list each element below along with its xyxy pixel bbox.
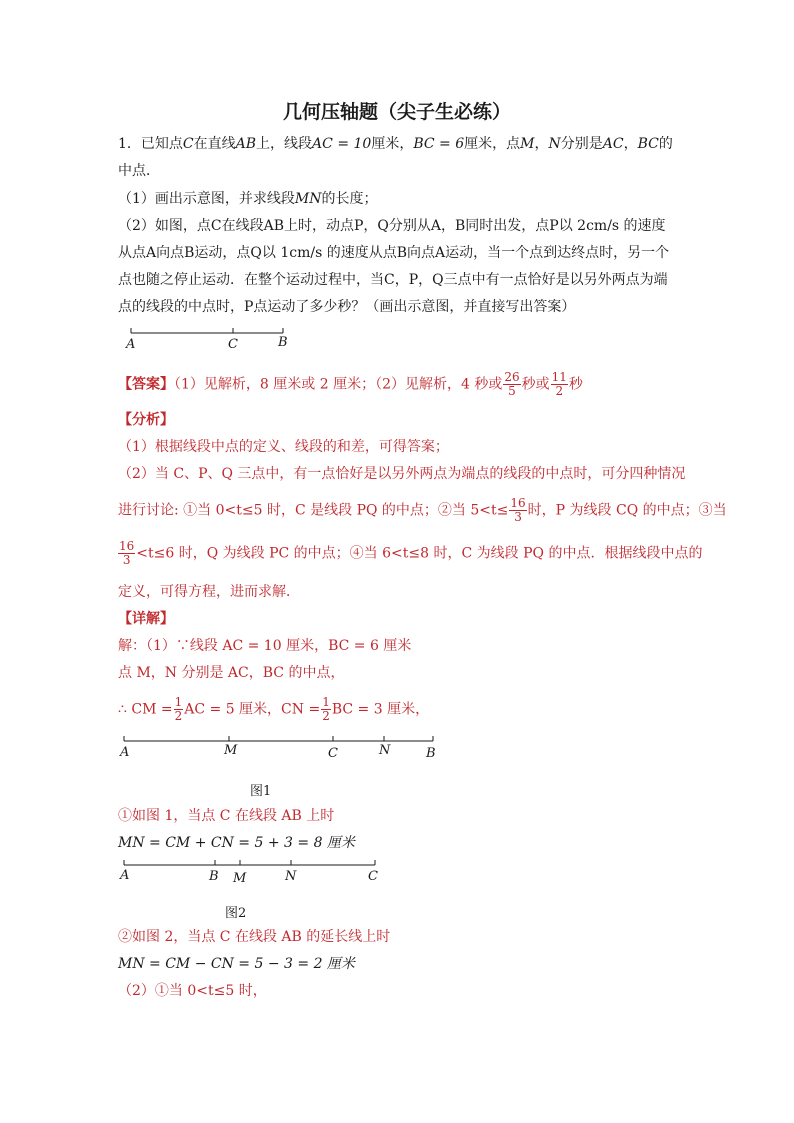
problem-line-3: （1）画出示意图，并求线段MN的长度；: [118, 191, 378, 207]
fig2-label-a: A: [120, 868, 130, 883]
fig1-label-b: B: [426, 746, 436, 761]
fig2-label-m: M: [233, 871, 247, 886]
fig2-label-c: C: [368, 869, 378, 884]
detail-case-2: ②如图 2，当点 C 在线段 AB 的延长线上时: [118, 929, 391, 945]
analysis-line-2: （2）当 C、P、Q 三点中，有一点恰好是以另外两点为端点的线段的中点时，可分四种情况: [118, 466, 686, 482]
figure-2: [124, 860, 375, 865]
fig1-label-c: C: [328, 746, 338, 761]
problem-line-1: 1．已知点C在直线AB上，线段AC = 10厘米，BC = 6厘米，点M，N分别是AC，BC的: [118, 136, 673, 152]
detail-line-3: ∴ CM = $\frac{1}{2}$ AC = 5 厘米，CN = $\frac{1}{2}$ BC = 3 厘米，: [118, 695, 430, 723]
figure-1: [124, 736, 433, 741]
detail-label: 【详解】: [118, 611, 174, 627]
fig1-label-m: M: [224, 743, 238, 758]
fig2-label-b: B: [209, 869, 219, 884]
fig2-label-n: N: [285, 869, 297, 884]
analysis-line-4: $\frac{16}{3}$ <t≤6 时，Q 为线段 PC 的中点；④当 6<t≤8 时，C 为线段 PQ 的中点．根据线段中点的: [119, 539, 703, 567]
detail-line-1: 解：（1）∵线段 AC = 10 厘米，BC = 6 厘米: [118, 638, 412, 654]
fig1-label-n: N: [379, 743, 391, 758]
detail-case-2-eq: MN = CM − CN = 5 − 3 = 2 厘米: [118, 956, 355, 972]
fig0-label-c: C: [228, 337, 238, 352]
problem-line-4: （2）如图，点C在线段AB上时，动点P，Q分别从A，B同时出发，点P以 2cm/s 的速度: [118, 218, 666, 234]
problem-line-5: 从点A向点B运动，点Q以 1cm/s 的速度从点B向点A运动，当一个点到达终点时，另一个: [118, 245, 670, 261]
fig0-label-b: B: [278, 335, 288, 350]
detail-case-1-eq: MN = CM + CN = 5 + 3 = 8 厘米: [118, 835, 355, 851]
analysis-label: 【分析】: [118, 412, 174, 428]
fig2-caption: 图2: [225, 906, 247, 921]
page-title: 几何压轴题（尖子生必练）: [282, 101, 511, 123]
analysis-line-1: （1）根据线段中点的定义、线段的和差，可得答案；: [118, 439, 449, 455]
fig1-caption: 图1: [250, 784, 272, 799]
analysis-line-3: 进行讨论: ①当 0<t≤5 时，C 是线段 PQ 的中点；②当 5<t≤ $\frac{16}{3}$ 时，P 为线段 CQ 的中点；③当: [118, 496, 727, 524]
fig0-label-a: A: [126, 337, 136, 352]
detail-line-2: 点 M，N 分别是 AC，BC 的中点，: [118, 665, 345, 681]
figure-0: [131, 328, 283, 333]
problem-line-2: 中点．: [118, 163, 160, 179]
problem-line-7: 点的线段的中点时，P点运动了多少秒？（画出示意图，并直接写出答案）: [118, 299, 576, 315]
problem-line-6: 点也随之停止运动．在整个运动过程中，当C，P，Q三点中有一点恰好是以另外两点为端: [118, 272, 668, 288]
detail-part-2: （2）①当 0<t≤5 时，: [118, 983, 267, 999]
analysis-line-5: 定义，可得方程，进而求解．: [118, 584, 300, 600]
fig1-label-a: A: [120, 745, 130, 760]
detail-case-1: ①如图 1，当点 C 在线段 AB 上时: [118, 808, 335, 824]
answer-line: 【答案】（1）见解析，8 厘米或 2 厘米；（2）见解析，4 秒或 $\frac{26}{5}$ 秒或 $\frac{11}{2}$ 秒: [118, 370, 583, 398]
